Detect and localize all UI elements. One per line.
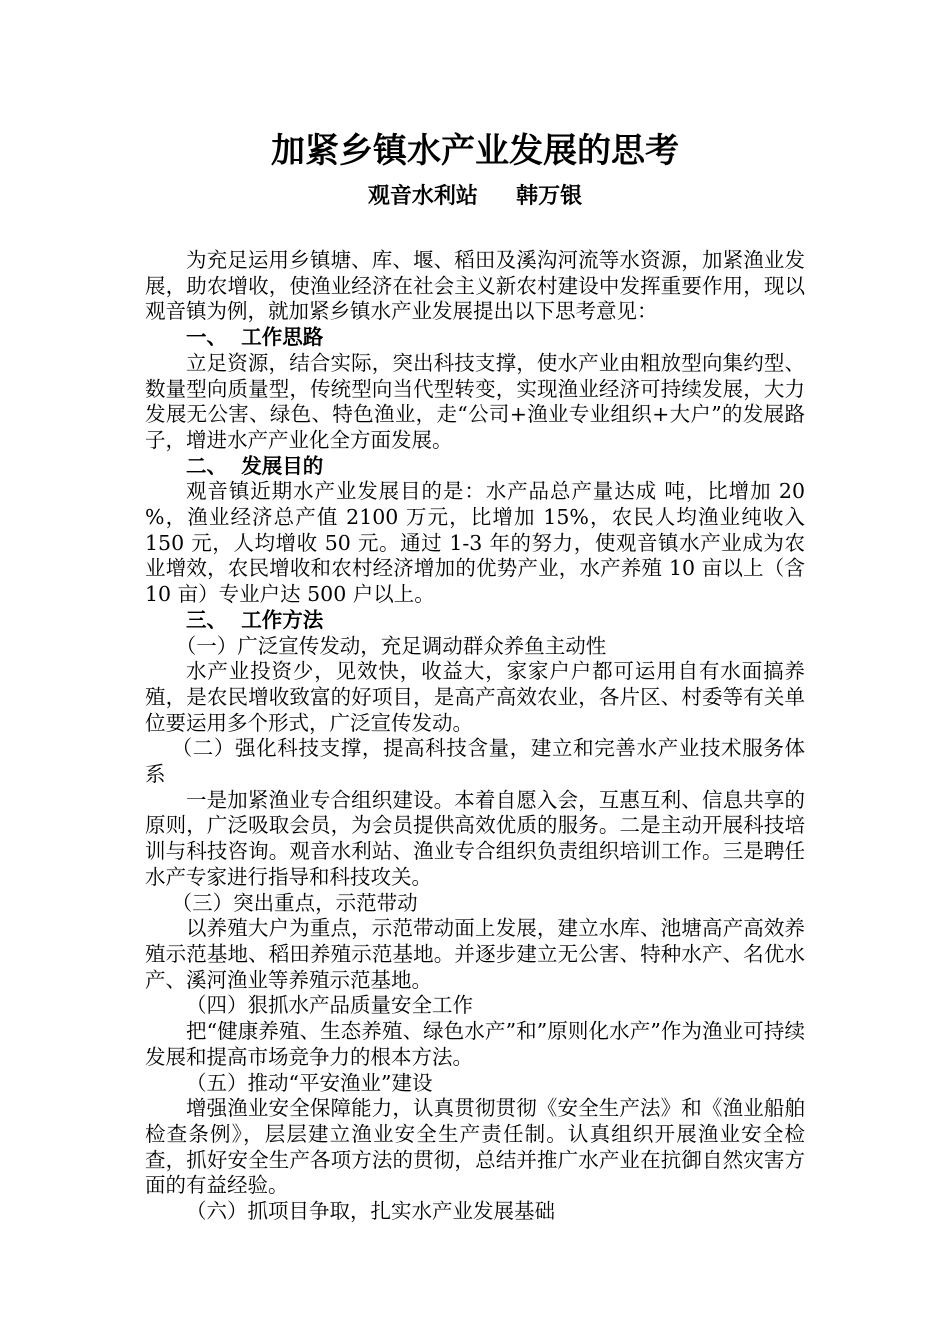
author-byline: 观音水利站 韩万银	[367, 184, 583, 209]
section-heading-3: 三、 工作方法	[186, 607, 324, 632]
subsection-heading-6: （六）抓项目争取，扎实水产业发展基础	[186, 1199, 555, 1224]
subsection-heading-1: （一）广泛宣传发动，充足调动群众养鱼主动性	[175, 633, 607, 658]
body-paragraph: 把“健康养殖、生态养殖、绿色水产”和”原则化水产”作为渔业可持续发展和提高市场竞争力的根本方法。	[145, 1019, 805, 1069]
document-title: 加紧乡镇水产业发展的思考	[271, 131, 679, 171]
body-paragraph: 增强渔业安全保障能力，认真贯彻贯彻《安全生产法》和《渔业船舶检查条例》，层层建立渔业安全生产责任制。认真组织开展渔业安全检查，抓好安全生产各项方法的贯彻，总结并推广水产业在抗御自然灾害方面的有益经验。	[145, 1096, 805, 1198]
subsection-heading-3: （三）突出重点，示范带动	[171, 890, 418, 915]
section-heading-1: 一、 工作思路	[186, 325, 324, 350]
document-body	[145, 248, 805, 1225]
body-paragraph: 一是加紧渔业专合组织建设。本着自愿入会，互惠互利、信息共享的原则，广泛吸取会员，为会员提供高效优质的服务。二是主动开展科技培训与科技咨询。观音水利站、渔业专合组织负责组织培训工作。三是聘任水产专家进行指导和科技攻关。	[145, 787, 805, 889]
body-paragraph: 水产业投资少，见效快，收益大，家家户户都可运用自有水面搞养殖，是农民增收致富的好项目，是高产高效农业，各片区、村委等有关单位要运用多个形式，广泛宣传发动。	[145, 659, 805, 735]
intro-paragraph: 为充足运用乡镇塘、库、堰、稻田及溪沟河流等水资源，加紧渔业发展，助农增收，使渔业经济在社会主义新农村建设中发挥重要作用，现以观音镇为例，就加紧乡镇水产业发展提出以下思考意见：	[145, 248, 805, 324]
section-heading-2: 二、 发展目的	[186, 453, 324, 478]
body-paragraph: 观音镇近期水产业发展目的是：水产品总产量达成 吨，比增加 20 %，渔业经济总产值 2100 万元，比增加 15%，农民人均渔业纯收入 150 元，人均增收 50 元。通过 1-3 年的努力，使观音镇水产业成为农业增效，农民增收和农村经济增加的优势产业，水产养殖 10 亩以上（含 10 亩）专业户达 500 户以上。	[145, 479, 805, 607]
subsection-heading-5: （五）推动“平安渔业”建设	[186, 1070, 433, 1095]
body-paragraph: 立足资源，结合实际，突出科技支撑，使水产业由粗放型向集约型、数量型向质量型，传统型向当代型转变，实现渔业经济可持续发展，大力发展无公害、绿色、特色渔业，走“公司+渔业专业组织+大户”的发展路子，增进水产产业化全方面发展。	[145, 350, 805, 452]
subsection-heading-2: （二）强化科技支撑，提高科技含量，建立和完善水产业技术服务体系	[145, 736, 805, 787]
subsection-heading-4: （四）狠抓水产品质量安全工作	[186, 993, 473, 1018]
body-paragraph: 以养殖大户为重点，示范带动面上发展，建立水库、池塘高产高效养殖示范基地、稻田养殖示范基地。并逐步建立无公害、特种水产、名优水产、溪河渔业等养殖示范基地。	[145, 916, 805, 992]
